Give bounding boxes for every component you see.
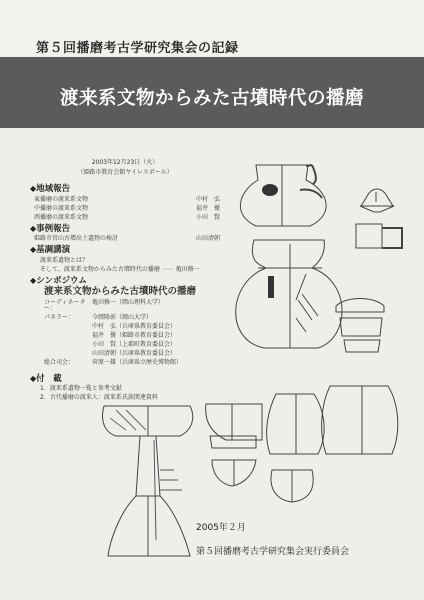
table-row: パネラー： 今岡隆彰（岡山大学） bbox=[44, 313, 153, 321]
diamond-icon: ◆ bbox=[30, 223, 37, 233]
table-row: 中村 弘（兵庫県教育委員会） bbox=[92, 322, 177, 330]
table-row: 総合司会： 菅原一雄（兵庫県立歴史博物館） bbox=[44, 358, 183, 366]
table-row: コーディネーター： 亀田修一（岡山理科大学） bbox=[44, 298, 165, 312]
publication-date: 2005年２月 bbox=[196, 523, 246, 533]
list-item: 中播磨の渡来系文物 福井 優 bbox=[34, 204, 220, 212]
section-heading: 付 載 bbox=[36, 373, 62, 384]
table-row: 山田清朝（兵庫県教育委員会） bbox=[92, 349, 177, 357]
section-heading: 事例報告 bbox=[36, 223, 71, 234]
table-of-contents bbox=[30, 160, 220, 401]
table-row: 小田 賢（上郡町教育委員会） bbox=[92, 340, 177, 348]
list-item: そして、渡来系文物からみた古墳時代の播磨 ⋯⋯ 亀田修一 bbox=[40, 265, 200, 273]
list-item: 1．渡来系遺物一覧と参考文献 bbox=[40, 385, 122, 392]
list-item: 姫路市宮山古墳出土遺物の検討 山田清朝 bbox=[34, 235, 220, 242]
section-heading: シンポジウム bbox=[36, 275, 87, 286]
diamond-icon: ◆ bbox=[30, 245, 37, 254]
event-date: 2003年12月23日（火） bbox=[91, 159, 159, 166]
diamond-icon: ◆ bbox=[30, 373, 37, 383]
section-heading: 基調講演 bbox=[36, 245, 71, 255]
section-heading: 地域報告 bbox=[36, 184, 71, 194]
list-item: 渡来系遺物とは？ bbox=[40, 256, 89, 264]
main-title: 渡来系文物からみた古墳時代の播磨 bbox=[59, 88, 364, 109]
publication-info bbox=[196, 520, 406, 568]
publisher: 第５回播磨考古学研究集会実行委員会 bbox=[196, 547, 350, 557]
event-venue: （姫路市教育会館ヤイレスポール） bbox=[77, 169, 173, 176]
symposium-title: 渡来系文物からみた古墳時代の播磨 bbox=[44, 286, 197, 297]
list-item: 西播磨の渡来系文物 小田 賢 bbox=[34, 213, 220, 221]
list-item: 東播磨の渡来系文物 中村 弘 bbox=[34, 195, 220, 203]
diamond-icon: ◆ bbox=[30, 275, 37, 285]
table-row: 福井 優（姫路市教育委員会） bbox=[92, 331, 177, 339]
list-item: 2．古代播磨の渡来人：渡来系氏族関連資料 bbox=[40, 394, 158, 401]
diamond-icon: ◆ bbox=[30, 184, 37, 193]
series-title: 第５回播磨考古学研究集会の記録 bbox=[36, 41, 239, 56]
